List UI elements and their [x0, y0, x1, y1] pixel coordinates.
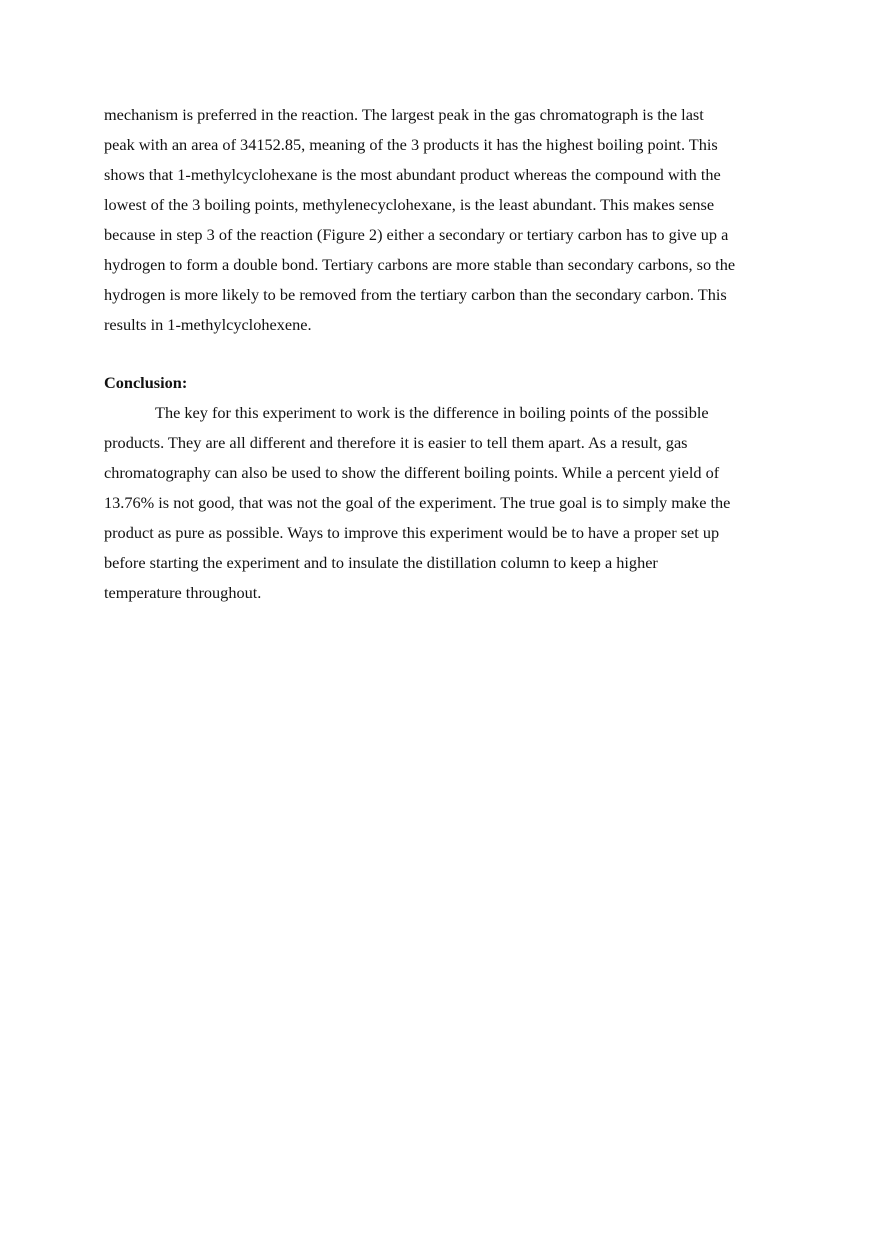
text-line: chromatography can also be used to show the different boiling points. While a percent yield of [104, 463, 720, 482]
text-line: product as pure as possible. Ways to improve this experiment would be to have a proper set up [104, 523, 720, 542]
conclusion-paragraph [104, 398, 784, 608]
text-line: peak with an area of 34152.85, meaning of the 3 products it has the highest boiling point. This [104, 135, 718, 154]
text-line: temperature throughout. [104, 583, 262, 602]
text-line: before starting the experiment and to insulate the distillation column to keep a higher [104, 553, 658, 572]
text-line: 13.76% is not good, that was not the goal of the experiment. The true goal is to simply make the [104, 493, 731, 512]
text-line: hydrogen is more likely to be removed from the tertiary carbon than the secondary carbon. This [104, 285, 727, 304]
conclusion-heading: Conclusion: [104, 373, 188, 392]
text-line: The key for this experiment to work is the difference in boiling points of the possible [155, 403, 709, 422]
text-line: mechanism is preferred in the reaction. The largest peak in the gas chromatograph is the last [104, 105, 704, 124]
text-line: shows that 1-methylcyclohexane is the most abundant product whereas the compound with the [104, 165, 721, 184]
text-line: because in step 3 of the reaction (Figure 2) either a secondary or tertiary carbon has to give up a [104, 225, 729, 244]
discussion-paragraph [104, 100, 784, 340]
text-line: results in 1-methylcyclohexene. [104, 315, 312, 334]
text-line: hydrogen to form a double bond. Tertiary carbons are more stable than secondary carbons, so the [104, 255, 736, 274]
text-line: products. They are all different and therefore it is easier to tell them apart. As a result, gas [104, 433, 688, 452]
text-line: lowest of the 3 boiling points, methylenecyclohexane, is the least abundant. This makes sense [104, 195, 715, 214]
